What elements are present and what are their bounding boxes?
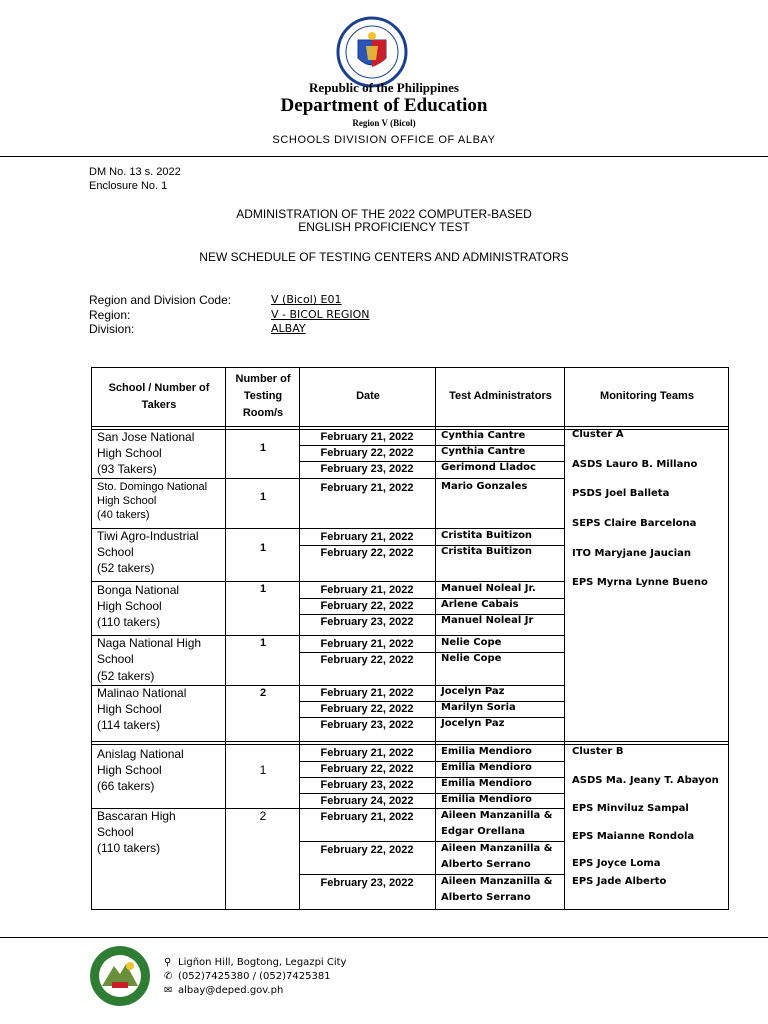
- test-administrator: Nelie Cope: [441, 637, 502, 648]
- test-administrator: Aileen Manzanilla & Alberto Serrano: [441, 876, 553, 903]
- school-takers: (114 takers): [97, 718, 161, 732]
- test-date: February 22, 2022: [320, 447, 414, 459]
- test-administrator: Jocelyn Paz: [441, 718, 505, 729]
- phone-icon: ✆: [164, 971, 173, 982]
- table-border: [91, 367, 92, 910]
- cluster-b-title: Cluster B: [572, 746, 624, 757]
- school-name: Anislag National High School: [97, 747, 184, 777]
- monitoring-member: EPS Joyce Loma: [572, 858, 661, 869]
- room-count: 1: [259, 583, 267, 595]
- code-value: ALBAY: [271, 322, 306, 335]
- enclosure-number: Enclosure No. 1: [89, 180, 168, 192]
- test-administrator: Emilia Mendioro: [441, 794, 532, 805]
- test-administrator: Manuel Noleal Jr: [441, 615, 534, 626]
- region-division-codes: [89, 293, 370, 337]
- column-divider: [564, 367, 565, 910]
- contact-info: [164, 956, 346, 998]
- republic-heading: Republic of the Philippines: [309, 80, 459, 95]
- test-date: February 21, 2022: [320, 431, 414, 443]
- test-date: February 24, 2022: [320, 795, 414, 807]
- address-text: Ligñon Hill, Bogtong, Legazpi City: [178, 957, 347, 968]
- school-takers: (52 takers): [97, 669, 155, 683]
- school-name: San Jose National High School: [97, 430, 195, 460]
- department-heading: Department of Education: [280, 95, 488, 116]
- cluster-a-title: Cluster A: [572, 429, 624, 440]
- school-name: Tiwi Agro-Industrial School: [97, 529, 199, 559]
- test-date: February 22, 2022: [320, 703, 414, 715]
- room-count: 1: [259, 637, 267, 649]
- header-row-divider: [91, 426, 729, 427]
- test-administrator: Marilyn Soria: [441, 702, 516, 713]
- office-heading: SCHOOLS DIVISION OFFICE OF ALBAY: [272, 134, 496, 146]
- header-divider: [0, 156, 768, 157]
- test-date: February 23, 2022: [320, 877, 414, 889]
- test-administrator: Nelie Cope: [441, 653, 502, 664]
- test-administrator: Arlene Cabais: [441, 599, 519, 610]
- test-date: February 21, 2022: [320, 638, 414, 650]
- test-date: February 23, 2022: [320, 779, 414, 791]
- monitoring-member: EPS Maianne Rondola: [572, 831, 695, 842]
- monitoring-member: PSDS Joel Balleta: [572, 488, 670, 499]
- row-divider: [91, 741, 729, 742]
- test-administrator: Emilia Mendioro: [441, 762, 532, 773]
- test-date: February 22, 2022: [320, 844, 414, 856]
- school-takers: (110 takers): [97, 615, 161, 629]
- room-count: 1: [259, 491, 267, 503]
- monitoring-member: ASDS Ma. Jeany T. Abayon: [572, 775, 719, 786]
- code-label: Division:: [89, 322, 135, 336]
- school-takers: (93 Takers): [97, 462, 157, 476]
- school-takers: (40 takers): [97, 509, 150, 521]
- schedule-table: [91, 367, 729, 910]
- test-date: February 22, 2022: [320, 600, 414, 612]
- test-administrator: Emilia Mendioro: [441, 778, 532, 789]
- room-count: 2: [259, 809, 267, 823]
- document-title-line-1: ADMINISTRATION OF THE 2022 COMPUTER-BASED: [236, 207, 532, 221]
- school-takers: (110 takers): [97, 841, 161, 855]
- test-date: February 21, 2022: [320, 584, 414, 596]
- address-line: [164, 956, 346, 970]
- test-administrator: Cristita Buitizon: [441, 546, 533, 557]
- test-administrator: Cristita Buitizon: [441, 530, 533, 541]
- code-value: V (Bicol) E01: [271, 293, 342, 306]
- test-administrator: Mario Gonzales: [441, 481, 528, 492]
- document-subtitle: NEW SCHEDULE OF TESTING CENTERS AND ADMINISTRATORS: [199, 250, 569, 264]
- school-name: Bascaran High School: [97, 809, 176, 839]
- test-date: February 22, 2022: [320, 763, 414, 775]
- test-administrator: Jocelyn Paz: [441, 686, 505, 697]
- test-date: February 22, 2022: [320, 547, 414, 559]
- school-name: Malinao National High School: [97, 686, 187, 716]
- row-divider: [91, 744, 729, 745]
- column-divider: [435, 367, 436, 910]
- test-administrator: Gerimond Lladoc: [441, 462, 536, 473]
- code-row: [89, 293, 370, 308]
- school-name: Sto. Domingo National High School: [97, 481, 208, 507]
- email-icon: ✉: [164, 985, 173, 996]
- room-count: 1: [259, 542, 267, 554]
- table-border: [728, 367, 729, 910]
- code-row: [89, 308, 370, 323]
- monitoring-member: EPS Jade Alberto: [572, 876, 667, 887]
- test-administrator: Cynthia Cantre: [441, 446, 526, 457]
- room-count: 1: [259, 442, 267, 454]
- monitoring-member: SEPS Claire Barcelona: [572, 518, 697, 529]
- school-takers: (52 takers): [97, 561, 155, 575]
- memo-reference: [89, 165, 181, 193]
- monitoring-member: EPS Minviluz Sampal: [572, 803, 689, 814]
- test-administrator: Manuel Noleal Jr.: [441, 583, 536, 594]
- code-value: V - BICOL REGION: [271, 307, 370, 321]
- test-date: February 23, 2022: [320, 719, 414, 731]
- region-heading: Region V (Bicol): [352, 118, 416, 128]
- test-administrator: Aileen Manzanilla & Edgar Orellana: [441, 810, 553, 837]
- test-administrator: Emilia Mendioro: [441, 746, 532, 757]
- location-pin-icon: ⚲: [164, 957, 172, 968]
- room-count: 1: [259, 763, 267, 777]
- division-seal-logo: [84, 944, 156, 1008]
- school-name: Naga National High School: [97, 636, 202, 666]
- monitoring-member: ASDS Lauro B. Millano: [572, 459, 698, 470]
- document-title-line-2: ENGLISH PROFICIENCY TEST: [298, 220, 470, 234]
- column-header: School / Number of Takers: [108, 382, 210, 411]
- test-date: February 21, 2022: [320, 482, 414, 494]
- phone-line: [164, 970, 346, 984]
- room-count: 2: [259, 687, 267, 699]
- email-line: [164, 984, 346, 998]
- school-name: Bonga National High School: [97, 583, 180, 613]
- phone-text: (052)7425380 / (052)7425381: [178, 971, 331, 982]
- test-date: February 21, 2022: [320, 687, 414, 699]
- column-header: Monitoring Teams: [600, 390, 694, 402]
- monitoring-member: EPS Myrna Lynne Bueno: [572, 577, 708, 588]
- column-header: Date: [356, 390, 380, 402]
- footer-divider: [0, 937, 768, 938]
- table-border: [91, 909, 729, 910]
- test-date: February 23, 2022: [320, 616, 414, 628]
- dm-number: DM No. 13 s. 2022: [89, 166, 181, 178]
- deped-seal-logo: [336, 16, 408, 88]
- test-date: February 21, 2022: [320, 811, 414, 823]
- test-date: February 23, 2022: [320, 463, 414, 475]
- test-administrator: Aileen Manzanilla & Alberto Serrano: [441, 843, 553, 870]
- email-text: albay@deped.gov.ph: [178, 985, 284, 996]
- test-date: February 21, 2022: [320, 747, 414, 759]
- school-takers: (66 takers): [97, 779, 155, 793]
- column-divider: [225, 367, 226, 910]
- test-date: February 22, 2022: [320, 654, 414, 666]
- code-row: [89, 322, 370, 337]
- test-administrator: Cynthia Cantre: [441, 430, 526, 441]
- column-header: Number of Testing Room/s: [235, 373, 291, 419]
- column-header: Test Administrators: [449, 390, 552, 402]
- code-label: Region and Division Code:: [89, 293, 232, 307]
- code-label: Region:: [89, 307, 131, 322]
- test-date: February 21, 2022: [320, 531, 414, 543]
- monitoring-member: ITO Maryjane Jaucian: [572, 548, 692, 559]
